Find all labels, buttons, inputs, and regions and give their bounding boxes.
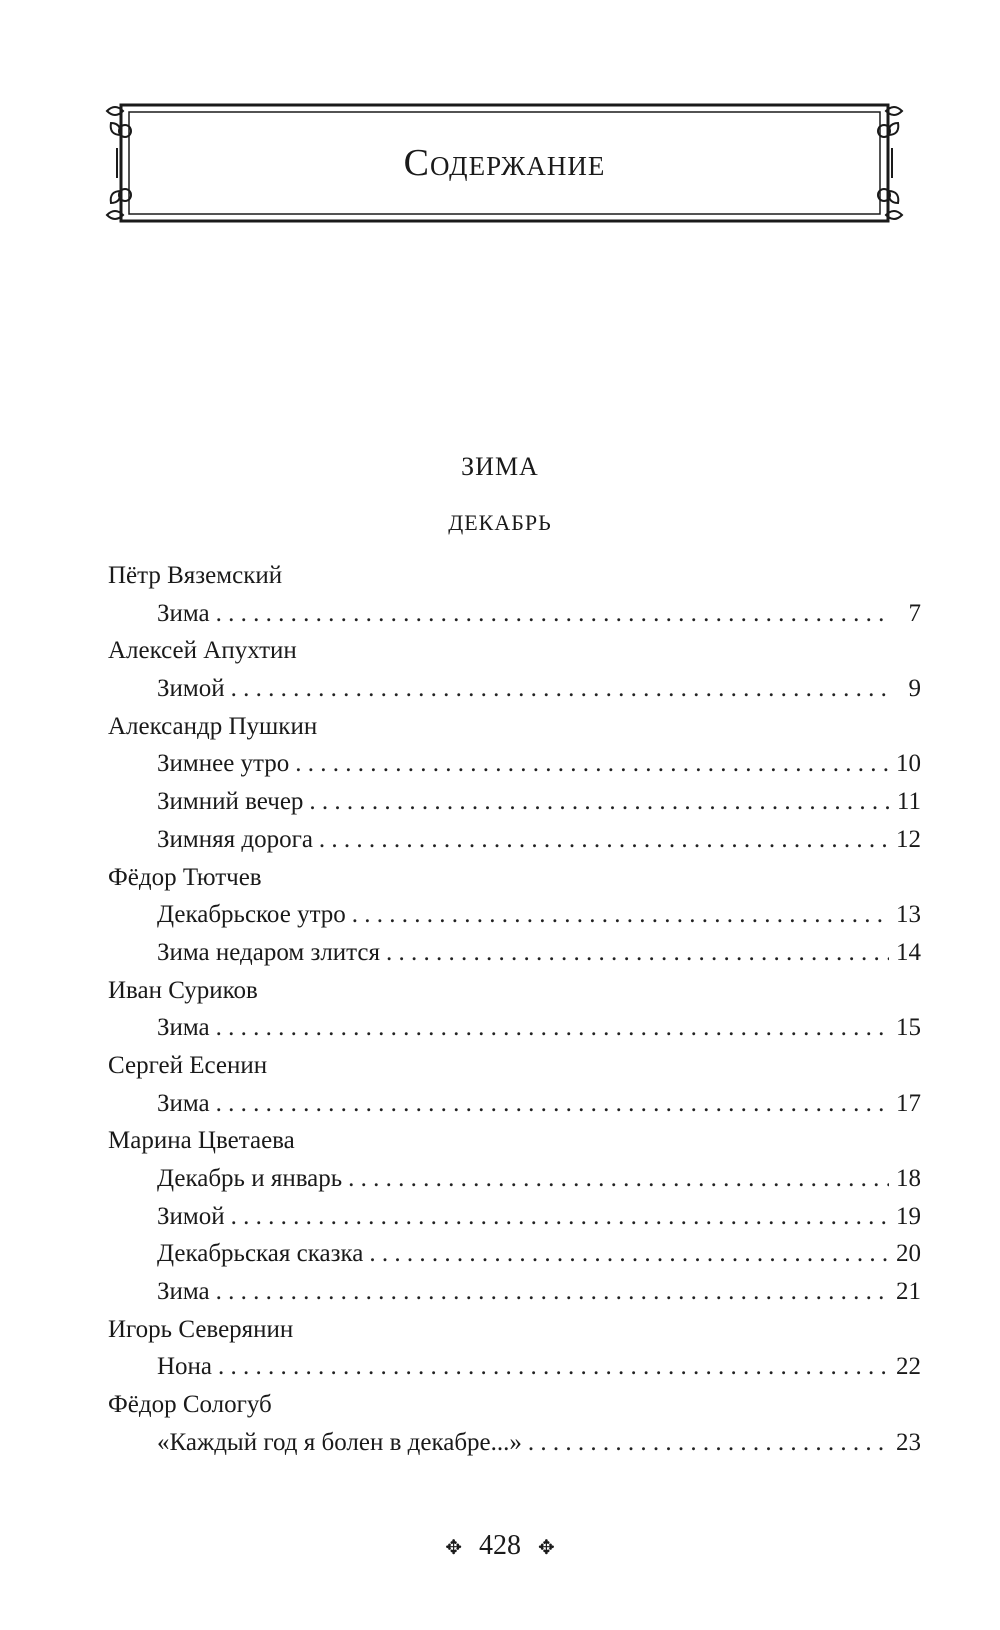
- poem-title: Зимой: [157, 1202, 225, 1230]
- scroll-ornament-icon: ✥: [445, 1537, 462, 1560]
- season-heading: ЗИМА: [461, 452, 539, 481]
- toc-entry[interactable]: [108, 935, 921, 973]
- toc-entry[interactable]: [108, 1199, 921, 1237]
- poem-title: Декабрь и январь: [157, 1165, 343, 1192]
- dot-leader: [319, 822, 889, 858]
- dot-leader: [528, 1425, 889, 1461]
- dot-leader: [309, 784, 889, 820]
- page-number: 23: [896, 1428, 921, 1456]
- toc-author: [108, 1048, 921, 1086]
- poem-title: Нона: [157, 1353, 213, 1381]
- page-title: Содержание: [403, 142, 606, 184]
- page-number: 10: [896, 750, 921, 778]
- poem-title: «Каждый год я болен в декабре...»: [157, 1428, 522, 1456]
- poem-title: Зимнее утро: [157, 750, 290, 778]
- page-footer: [0, 1530, 1000, 1562]
- table-of-contents: [108, 558, 921, 1463]
- author-name: Марина Цветаева: [108, 1127, 295, 1155]
- poem-title: Зима: [157, 1089, 210, 1117]
- page-number: 14: [896, 938, 921, 966]
- toc-entry[interactable]: [108, 1274, 921, 1312]
- footer-page-number: 428: [479, 1530, 521, 1561]
- dot-leader: [295, 746, 889, 782]
- poem-title: Зимняя дорога: [157, 825, 313, 853]
- toc-author: [108, 1312, 921, 1350]
- dot-leader: [216, 1086, 889, 1122]
- page-number: 22: [896, 1353, 921, 1381]
- poem-title: Зима недаром злится: [157, 938, 381, 966]
- author-name: Игорь Северянин: [108, 1315, 294, 1343]
- month-heading: ДЕКАБРЬ: [448, 510, 552, 535]
- toc-entry[interactable]: [108, 1086, 921, 1124]
- toc-author: [108, 1123, 921, 1161]
- toc-entry[interactable]: [108, 784, 921, 822]
- dot-leader: [352, 897, 889, 933]
- toc-entry[interactable]: [108, 1236, 921, 1274]
- page-number: 20: [896, 1240, 921, 1268]
- dot-leader: [218, 1349, 889, 1385]
- page-number: 19: [896, 1202, 921, 1230]
- author-name: Иван Суриков: [108, 976, 258, 1004]
- toc-author: [108, 860, 921, 898]
- title-frame: [103, 103, 906, 223]
- toc-entry[interactable]: [108, 1349, 921, 1387]
- poem-title: Зимний вечер: [157, 788, 304, 816]
- author-name: Александр Пушкин: [108, 712, 318, 740]
- toc-entry[interactable]: [108, 1161, 921, 1199]
- page-number: 7: [908, 599, 921, 627]
- dot-leader: [386, 935, 889, 971]
- author-name: Алексей Апухтин: [108, 637, 297, 665]
- toc-entry[interactable]: [108, 746, 921, 784]
- poem-title: Зима: [157, 1278, 210, 1306]
- page-number: 11: [896, 788, 921, 816]
- dot-leader: [216, 1010, 889, 1046]
- toc-author: [108, 1387, 921, 1425]
- page-number: 13: [896, 901, 921, 929]
- poem-title: Зимой: [157, 675, 225, 703]
- dot-leader: [348, 1161, 889, 1197]
- page-number: 15: [896, 1014, 921, 1042]
- dot-leader: [216, 1274, 889, 1310]
- page-number: 18: [896, 1165, 921, 1192]
- toc-entry[interactable]: [108, 822, 921, 860]
- toc-entry[interactable]: [108, 596, 921, 634]
- poem-title: Декабрьская сказка: [157, 1240, 364, 1268]
- dot-leader: [216, 596, 889, 632]
- toc-author: [108, 558, 921, 596]
- author-name: Сергей Есенин: [108, 1051, 268, 1079]
- poem-title: Зима: [157, 1014, 210, 1042]
- toc-entry[interactable]: [108, 1010, 921, 1048]
- author-name: Пётр Вяземский: [108, 562, 283, 589]
- author-name: Фёдор Сологуб: [108, 1391, 272, 1419]
- dot-leader: [231, 671, 889, 707]
- toc-entry[interactable]: [108, 897, 921, 935]
- page-number: 21: [896, 1278, 921, 1306]
- page-number: 12: [896, 825, 921, 853]
- author-name: Фёдор Тютчев: [108, 863, 262, 891]
- toc-author: [108, 633, 921, 671]
- toc-entry[interactable]: [108, 671, 921, 709]
- toc-author: [108, 973, 921, 1011]
- poem-title: Зима: [157, 599, 210, 627]
- toc-author: [108, 709, 921, 747]
- poem-title: Декабрьское утро: [157, 901, 346, 929]
- page-number: 17: [896, 1089, 921, 1117]
- toc-entry[interactable]: [108, 1425, 921, 1463]
- dot-leader: [369, 1236, 889, 1272]
- page-number: 9: [908, 675, 921, 703]
- scroll-ornament-icon: ✥: [538, 1537, 555, 1560]
- dot-leader: [231, 1199, 889, 1235]
